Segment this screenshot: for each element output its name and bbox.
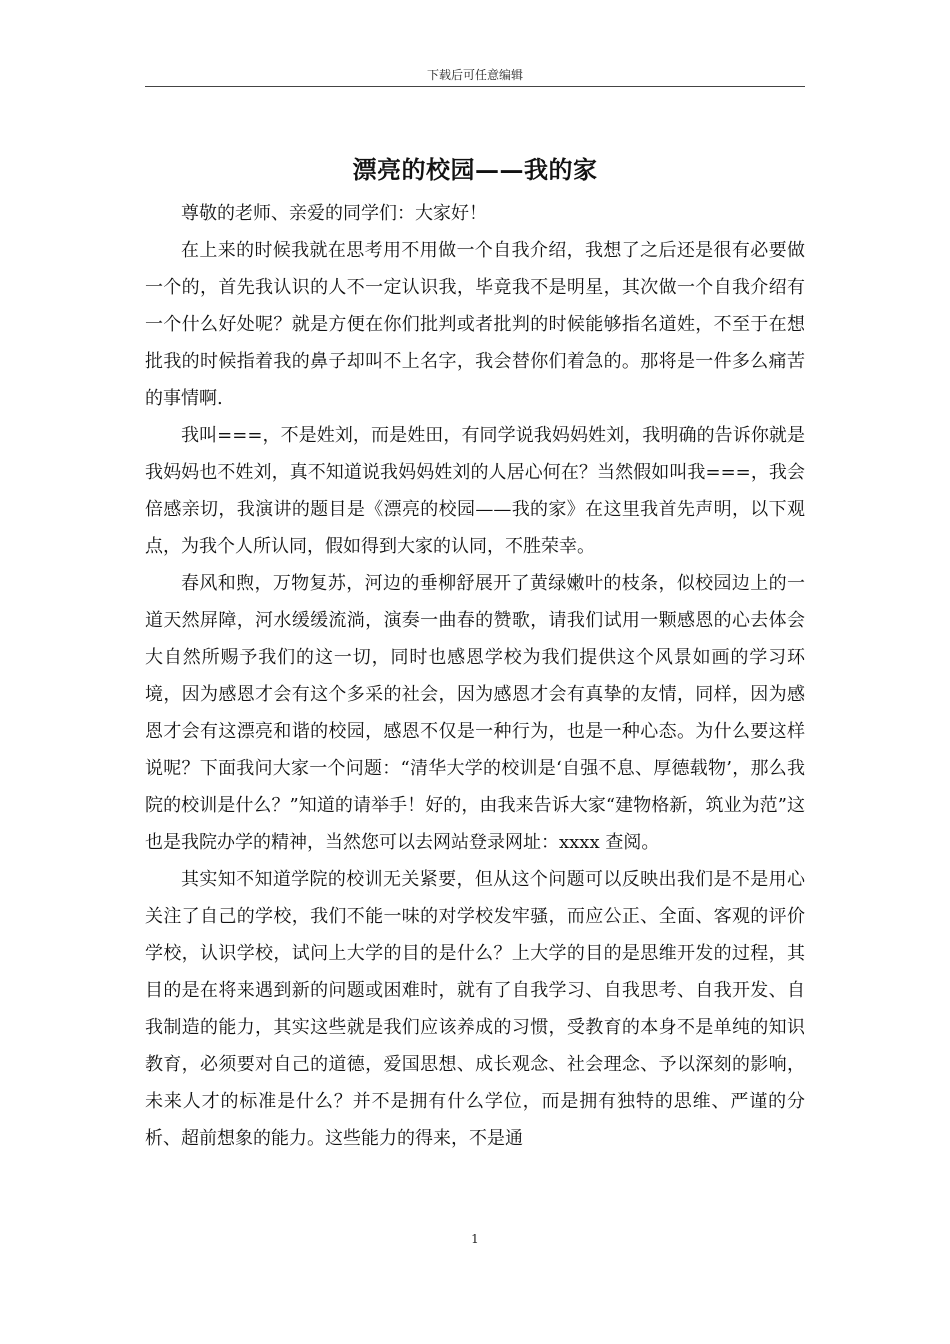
body-paragraph: 在上来的时候我就在思考用不用做一个自我介绍，我想了之后还是很有必要做一个的，首先我认识的人不一定认识我，毕竟我不是明星，其次做一个自我介绍有一个什么好处呢？就是方便在你们批判或者批判的时候能够指名道姓，不至于在想批我的时候指着我的鼻子却叫不上名字，我会替你们着急的。那将是一件多么痛苦的事情啊. [145, 240, 805, 409]
header-note: 下载后可任意编辑 [426, 68, 523, 82]
greeting-paragraph: 尊敬的老师、亲爱的同学们：大家好！ [181, 203, 487, 224]
header-divider [145, 86, 805, 87]
body-paragraph: 其实知不知道学院的校训无关紧要，但从这个问题可以反映出我们是不是用心关注了自己的学校，我们不能一味的对学校发牢骚，而应公正、全面、客观的评价学校，认识学校，试问上大学的目的是什么？上大学的目的是思维开发的过程，其目的是在将来遇到新的问题或困难时，就有了自我学习、自我思考、自我开发、自我制造的能力，其实这些就是我们应该养成的习惯，受教育的本身不是单纯的知识教育，必须要对自己的道德，爱国思想、成长观念、社会理念、予以深刻的影响，未来人才的标准是什么？并不是拥有什么学位，而是拥有独特的思维、严谨的分析、超前想象的能力。这些能力的得来，不是通 [145, 869, 805, 1149]
body-paragraph: 春风和煦，万物复苏，河边的垂柳舒展开了黄绿嫩叶的枝条，似校园边上的一道天然屏障，河水缓缓流淌，演奏一曲春的赞歌，请我们试用一颗感恩的心去体会大自然所赐予我们的这一切，同时也感恩学校为我们提供这个风景如画的学习环境，因为感恩才会有这个多采的社会，因为感恩才会有真挚的友情，同样，因为感恩才会有这漂亮和谐的校园，感恩不仅是一种行为，也是一种心态。为什么要这样说呢？下面我问大家一个问题：“清华大学的校训是‘自强不息、厚德载物’，那么我院的校训是什么？”知道的请举手！好的，由我来告诉大家“建物格新，筑业为范”这也是我院办学的精神，当然您可以去网站登录网址：xxxx 查阅。 [145, 573, 805, 853]
document-body [145, 195, 805, 1157]
body-paragraph: 我叫===，不是姓刘，而是姓田，有同学说我妈妈姓刘，我明确的告诉你就是我妈妈也不姓刘，真不知道说我妈妈姓刘的人居心何在？当然假如叫我===，我会倍感亲切，我演讲的题目是《漂亮的校园——我的家》在这里我首先声明，以下观点，为我个人所认同，假如得到大家的认同，不胜荣幸。 [145, 425, 805, 557]
page-number: 1 [471, 1232, 479, 1246]
page-title: 漂亮的校园——我的家 [352, 155, 598, 184]
